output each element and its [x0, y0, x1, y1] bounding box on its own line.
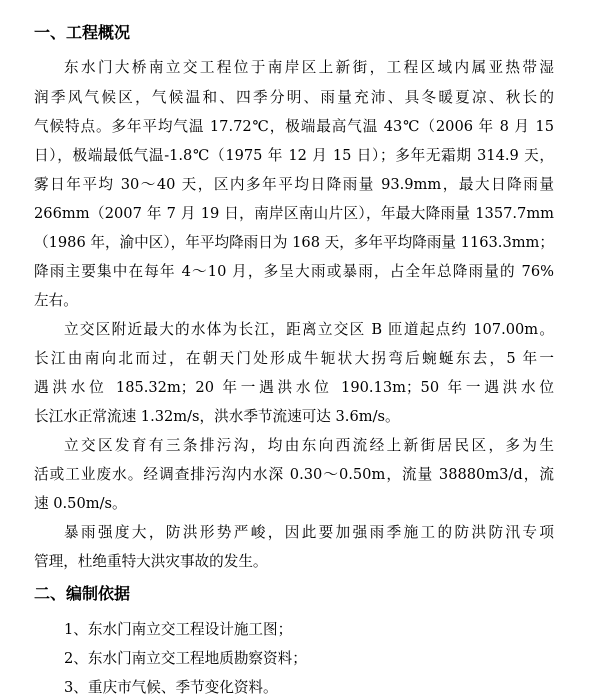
para1-line-5: 雾日年平均 30～40 天，区内多年平均日降雨量 93.9mm，最大日降雨量 [34, 176, 554, 193]
basis-item-1: 1、东水门南立交工程设计施工图； [64, 621, 293, 638]
para4-line-2: 管理，杜绝重特大洪灾事故的发生。 [34, 553, 268, 570]
para1-line-6: 266mm（2007 年 7 月 19 日，南岸区南山片区），年最大降雨量 1357.7mm [34, 205, 554, 222]
basis-item-2: 2、东水门南立交工程地质勘察资料； [64, 650, 307, 667]
para1-line-8: 降雨主要集中在每年 4～10 月，多呈大雨或暴雨，占全年总降雨量的 76% [34, 263, 554, 280]
para2-line-2: 长江由南向北而过，在朝天门处形成牛轭状大拐弯后蜿蜒东去，5 年一 [34, 350, 554, 367]
para4-line-1: 暴雨强度大，防洪形势严峻，因此要加强雨季施工的防洪防汛专项 [64, 524, 554, 541]
para1-line-2: 润季风气候区，气候温和、四季分明、雨量充沛、具冬暖夏凉、秋长的 [34, 89, 554, 106]
para3-line-2: 活或工业废水。经调查排污沟内水深 0.30～0.50m，流量 38880m3/d，流 [34, 466, 554, 483]
para3-line-1: 立交区发育有三条排污沟，均由东向西流经上新街居民区，多为生 [64, 437, 554, 454]
para2-line-4: 长江水正常流速 1.32m/s，洪水季节流速可达 3.6m/s。 [34, 408, 400, 425]
para1-line-1: 东水门大桥南立交工程位于南岸区上新街，工程区域内属亚热带湿 [64, 59, 554, 76]
para1-line-7: （1986 年，渝中区），年平均降雨日为 168 天，多年平均降雨量 1163.3mm； [34, 234, 554, 251]
para3-line-3: 速 0.50m/s。 [34, 495, 127, 512]
basis-item-3: 3、重庆市气候、季节变化资料。 [64, 679, 278, 696]
para2-line-3: 遇洪水位 185.32m；20 年一遇洪水位 190.13m；50 年一遇洪水位 [34, 379, 554, 396]
section-2-heading: 二、编制依据 [34, 584, 131, 603]
para1-line-9: 左右。 [34, 292, 78, 309]
para2-line-1: 立交区附近最大的水体为长江，距离立交区 B 匝道起点约 107.00m。 [64, 321, 554, 338]
para1-line-4: 日），极端最低气温-1.8℃（1975 年 12 月 15 日）；多年无霜期 314.9 天， [34, 147, 554, 164]
para1-line-3: 气候特点。多年平均气温 17.72℃，极端最高气温 43℃（2006 年 8 月 15 [34, 118, 554, 135]
section-1-heading: 一、工程概况 [34, 23, 131, 42]
